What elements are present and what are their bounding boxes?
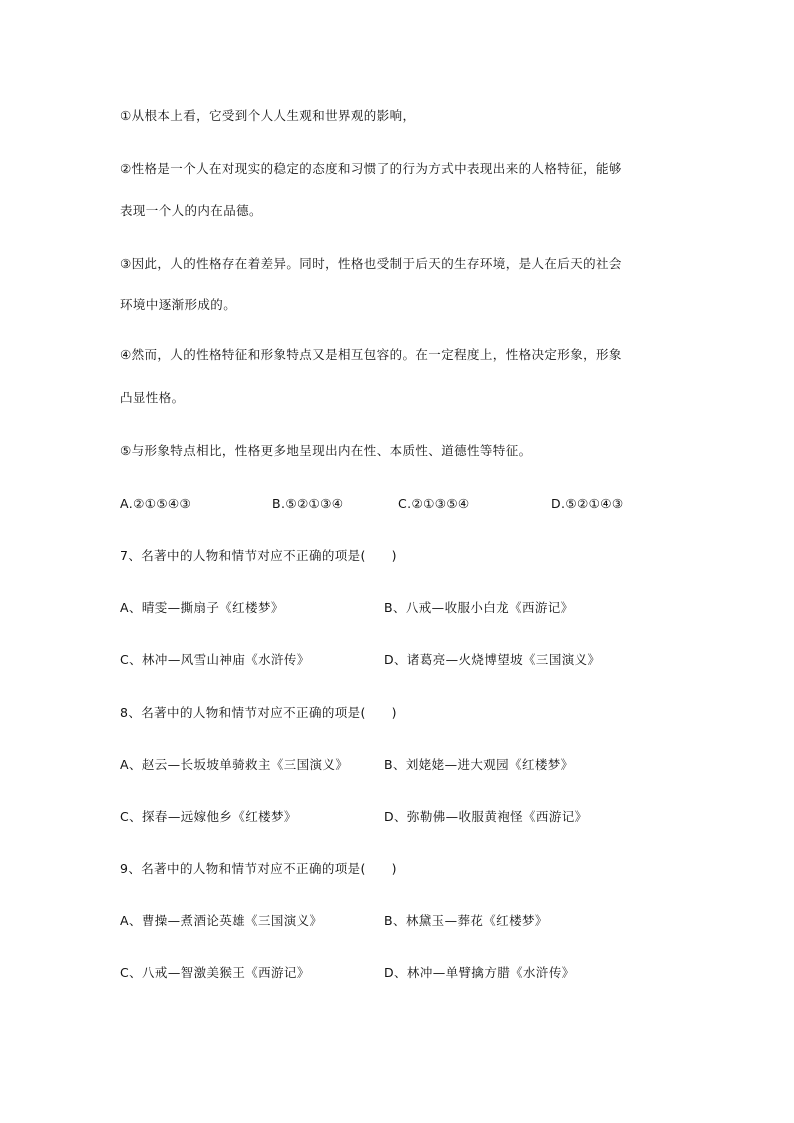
q7-option-c: C、林冲—风雪山神庙《水浒传》 (120, 652, 310, 667)
q6-option-b: B.⑤②①③④ (272, 496, 344, 511)
passage-sentence-4-line-2: 凸显性格。 (120, 390, 185, 405)
passage-sentence-5: ⑤与形象特点相比，性格更多地呈现出内在性、本质性、道德性等特征。 (120, 443, 532, 458)
q7-stem: 7、名著中的人物和情节对应不正确的项是( ) (120, 548, 397, 563)
q6-option-a: A.②①⑤④③ (120, 496, 192, 511)
passage-sentence-3-line-1: ③因此，人的性格存在着差异。同时，性格也受制于后天的生存环境，是人在后天的社会 (120, 256, 622, 271)
q8-option-d: D、弥勒佛—收服黄袍怪《西游记》 (384, 809, 588, 824)
q8-option-b: B、刘姥姥—进大观园《红楼梦》 (384, 757, 574, 772)
q8-option-a: A、赵云—长坂坡单骑救主《三国演义》 (120, 757, 349, 772)
q6-option-d: D.⑤②①④③ (551, 496, 624, 511)
q9-option-b: B、林黛玉—葬花《红楼梦》 (384, 913, 548, 928)
q6-option-c: C.②①③⑤④ (398, 496, 470, 511)
q8-stem: 8、名著中的人物和情节对应不正确的项是( ) (120, 705, 397, 720)
q7-option-d: D、诸葛亮—火烧博望坡《三国演义》 (384, 652, 601, 667)
passage-sentence-1: ①从根本上看，它受到个人人生观和世界观的影响， (120, 108, 416, 123)
q9-stem: 9、名著中的人物和情节对应不正确的项是( ) (120, 861, 397, 876)
q7-option-b: B、八戒—收服小白龙《西游记》 (384, 600, 574, 615)
q9-option-c: C、八戒—智激美猴王《西游记》 (120, 965, 310, 980)
passage-sentence-3-line-2: 环境中逐渐形成的。 (120, 297, 237, 312)
passage-sentence-4-line-1: ④然而，人的性格特征和形象特点又是相互包容的。在一定程度上，性格决定形象，形象 (120, 347, 622, 362)
q7-option-a: A、晴雯—撕扇子《红楼梦》 (120, 600, 284, 615)
q9-option-a: A、曹操—煮酒论英雄《三国演义》 (120, 913, 323, 928)
passage-sentence-2-line-1: ②性格是一个人在对现实的稳定的态度和习惯了的行为方式中表现出来的人格特征，能够 (120, 161, 622, 176)
q8-option-c: C、探春—远嫁他乡《红楼梦》 (120, 809, 297, 824)
passage-sentence-2-line-2: 表现一个人的内在品德。 (120, 203, 262, 218)
q9-option-d: D、林冲—单臂擒方腊《水浒传》 (384, 965, 575, 980)
